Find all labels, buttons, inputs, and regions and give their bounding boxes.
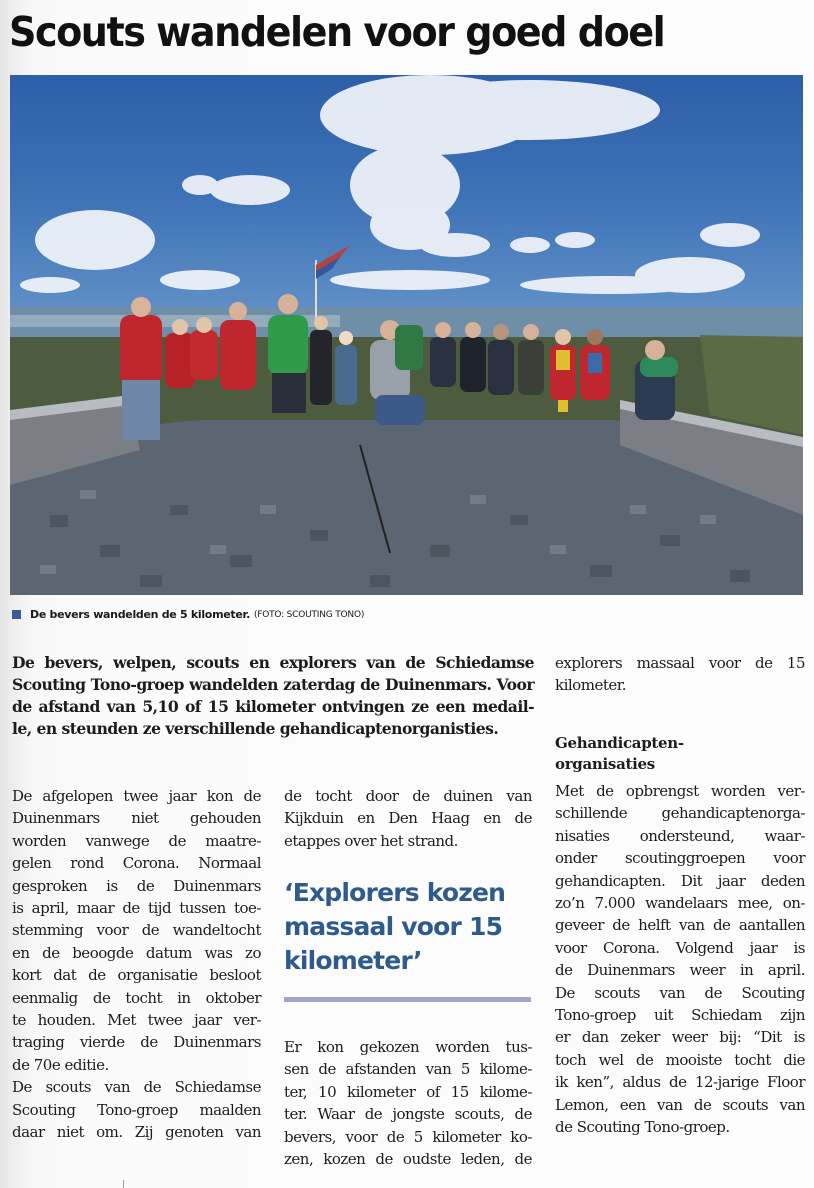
body-column-2-top [284, 785, 532, 852]
body-line: bevers, voor de 5 kilometer ko- [284, 1127, 532, 1146]
body-column-1 [12, 785, 261, 1144]
article-photo [10, 75, 803, 595]
body-line: voor Corona. Volgend jaar is [555, 938, 805, 957]
body-line: kort dat de organisatie besloot [12, 966, 261, 985]
body-line: De scouts van de Scouting [555, 983, 805, 1002]
column-tick-mark [123, 1180, 124, 1188]
body-line: De scouts van de Schiedamse [12, 1078, 261, 1097]
body-line: de Duinenmars weer in april. [555, 961, 805, 980]
body-line: toch wel de mooiste tocht die [555, 1050, 805, 1069]
pull-quote-line: ‘Explorers kozen [284, 878, 506, 907]
body-line: de 70e editie. [12, 1055, 109, 1074]
body-line: is april, maar de tijd tussen toe- [12, 899, 261, 918]
intro-line: de afstand van 5,10 of 15 kilometer ontvingen ze een medail- [12, 697, 534, 716]
pull-quote [284, 876, 534, 978]
body-line: onder scoutinggroepen voor [555, 849, 805, 868]
body-line: etappes over het strand. [284, 831, 458, 850]
body-line: ter. Waar de jongste scouts, de [284, 1105, 532, 1124]
body-line: Kijkduin en Den Haag en de [284, 809, 532, 828]
body-line: geveer de helft van de aantallen [555, 916, 805, 935]
body-line: explorers massaal voor de 15 [555, 654, 805, 672]
caption-marker [12, 610, 21, 619]
body-line: gehandicapten. Dit jaar deden [555, 871, 805, 890]
photo-illustration [10, 75, 803, 595]
body-line: eenmalig de tocht in oktober [12, 988, 261, 1007]
body-line: stemming voor de wandeltocht [12, 921, 261, 940]
body-line: Lemon, een van de scouts van [555, 1095, 805, 1114]
body-line: Met de opbrengst worden ver- [555, 782, 805, 800]
body-line: ik ken”, aldus de 12-jarige Floor [555, 1073, 805, 1092]
body-line: zen, kozen de oudste leden, de [284, 1150, 532, 1169]
body-line: en de beoogde datum was zo [12, 943, 261, 962]
body-column-2-bottom [284, 1036, 532, 1170]
photo-caption [12, 608, 364, 621]
body-line: worden vanwege de maatre- [12, 831, 261, 850]
intro-line: De bevers, welpen, scouts en explorers van de Schiedamse [12, 653, 534, 672]
pull-quote-divider [284, 997, 531, 1002]
clouds [20, 75, 760, 294]
body-line: sen de afstanden van 5 kilome- [284, 1060, 532, 1079]
body-line: gesproken is de Duinenmars [12, 876, 261, 895]
body-line: zo’n 7.000 wandelaars mee, on- [555, 894, 805, 913]
body-line: Er kon gekozen worden tus- [284, 1038, 532, 1056]
body-line: Tono-groep uit Schiedam zijn [555, 1006, 805, 1025]
section-subheading [555, 733, 805, 775]
body-line: daar niet om. Zij genoten van [12, 1123, 261, 1142]
body-line: de tocht door de duinen van [284, 787, 532, 805]
intro-line: le, en steunden ze verschillende gehandicaptenorganisties. [12, 719, 499, 738]
body-column-3-bottom [555, 780, 805, 1139]
body-line: schillende gehandicaptenorga- [555, 804, 805, 823]
pull-quote-line: kilometer’ [284, 946, 422, 975]
body-line: te houden. Met twee jaar ver- [12, 1011, 261, 1030]
body-line: gelen rond Corona. Normaal [12, 854, 261, 873]
subheading-line: Gehandicapten- [555, 734, 684, 752]
body-line: Duinenmars niet gehouden [12, 809, 261, 828]
body-line: de Scouting Tono-groep. [555, 1118, 730, 1137]
body-line: ter, 10 kilometer of 15 kilome- [284, 1082, 532, 1101]
body-line: traging vierde de Duinenmars [12, 1033, 261, 1052]
photo-credit: (FOTO: SCOUTING TONO) [253, 609, 365, 620]
intro-line: Scouting Tono-groep wandelden zaterdag de Duinenmars. Voor [12, 675, 534, 694]
body-line: nisaties ondersteund, waar- [555, 826, 805, 845]
subheading-line: organisaties [555, 755, 655, 773]
article-intro [12, 652, 534, 740]
body-line: De afgelopen twee jaar kon de [12, 787, 261, 805]
body-line: kilometer. [555, 676, 627, 695]
body-column-3-top [555, 652, 805, 697]
body-line: er dan zeker weer bij: “Dit is [555, 1028, 805, 1047]
body-line: Scouting Tono-groep maalden [12, 1100, 261, 1119]
pull-quote-line: massaal voor 15 [284, 912, 503, 941]
caption-text: De bevers wandelden de 5 kilometer. [30, 608, 250, 621]
headline: Scouts wandelen voor goed doel [9, 8, 665, 56]
